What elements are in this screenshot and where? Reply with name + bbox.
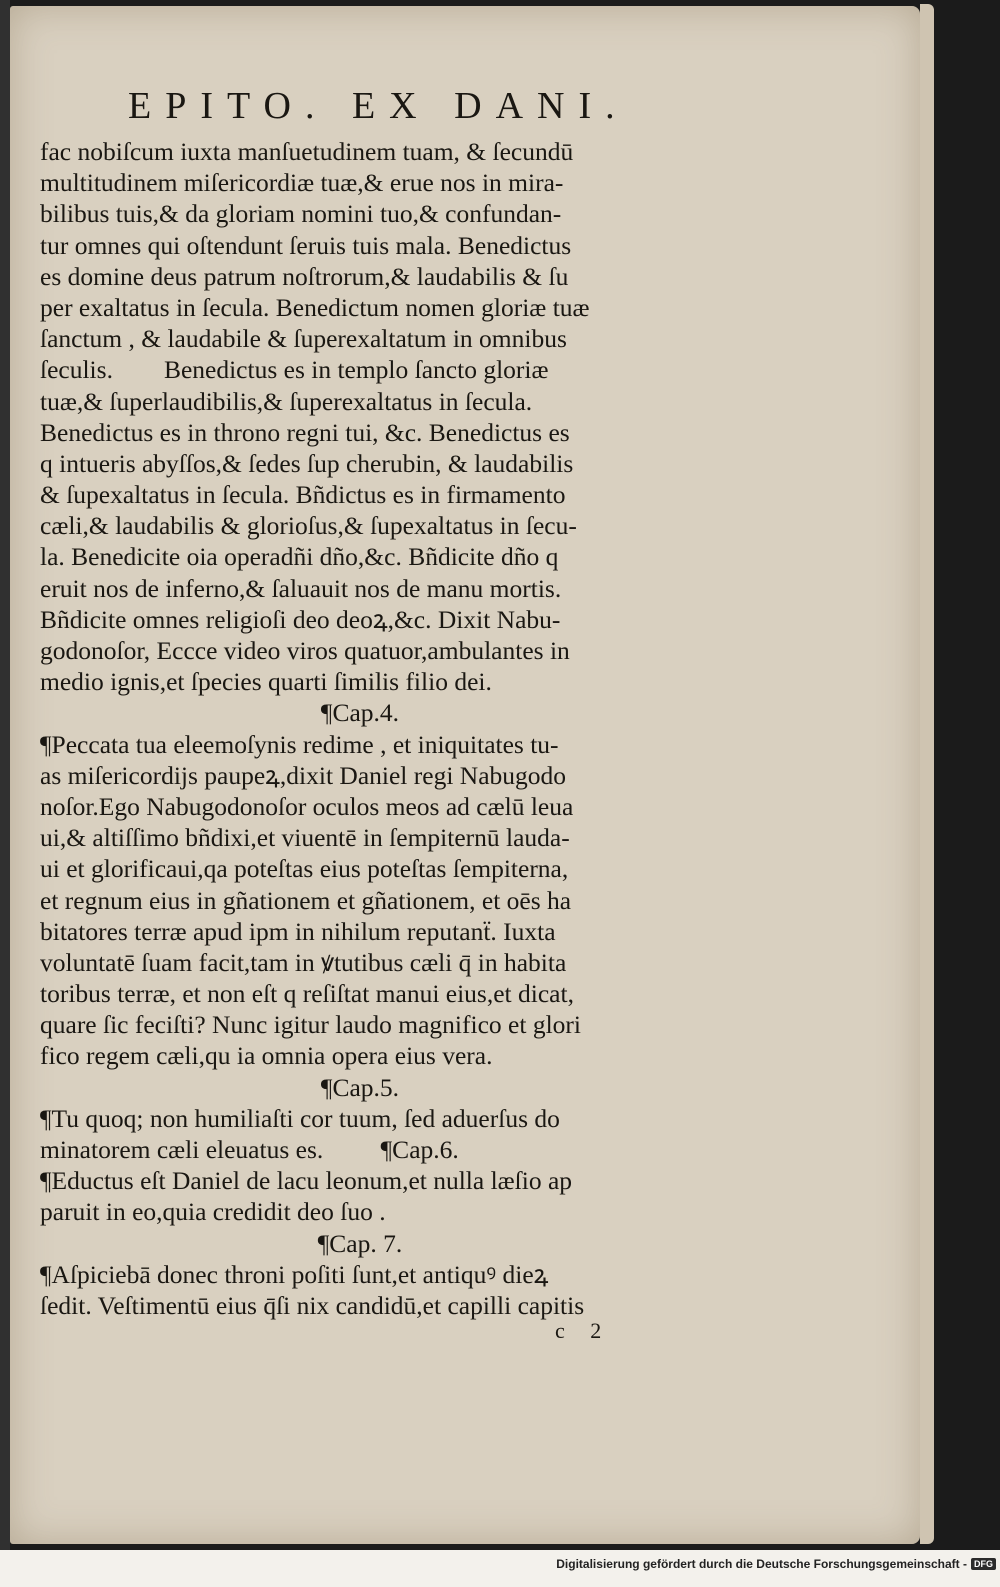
text-line: toribus terræ, et non eſt q reſiſtat manui eius,et dicat, bbox=[40, 979, 574, 1009]
text-line: ¶Peccata tua eleemoſynis redime , et iniquitates tu- bbox=[40, 729, 559, 759]
footer-text: Digitalisierung gefördert durch die Deutsche Forschungsgemeinschaft - bbox=[556, 1557, 967, 1571]
text-line: q intueris abyſſos,& ſedes ſup cherubin, & laudabilis bbox=[40, 448, 574, 478]
text-line: tuæ,& ſuperlaudibilis,& ſuperexaltatus in ſecula. bbox=[40, 386, 533, 416]
text-line: cæli,& laudabilis & glorioſus,& ſupexaltatus in ſecu- bbox=[40, 511, 577, 541]
text-line: minatorem cæli eleuatus es. ¶Cap.6. bbox=[40, 1135, 459, 1164]
text-line: bitatores terræ apud ipm in nihilum reputanẗ. Iuxta bbox=[40, 916, 556, 946]
page-edge bbox=[920, 4, 934, 1544]
text-line: es domine deus patrum noſtrorum,& laudabilis & ſu bbox=[40, 261, 569, 291]
text-line: medio ignis,et ſpecies quarti ſimilis filio dei. bbox=[40, 667, 492, 697]
text-line: tur omnes qui oſtendunt ſeruis tuis mala. Benedictus bbox=[40, 230, 572, 260]
text-line: ¶Aſpiciebā donec throni poſiti ſunt,et antiquꝰ dieꝝ bbox=[40, 1259, 549, 1289]
text-line: bilibus tuis,& da gloriam nomini tuo,& confundan- bbox=[40, 199, 562, 229]
text-line: as miſericordijs paupeꝝ,dixit Daniel regi Nabugodo bbox=[40, 760, 567, 790]
text-line: ¶Tu quoq; non humiliaſti cor tuum, ſed aduerſus do bbox=[40, 1103, 560, 1133]
text-line: ſanctum , & laudabile & ſuperexaltatum in omnibus bbox=[40, 324, 567, 354]
chapter-heading: ¶Cap. 7. bbox=[317, 1228, 403, 1258]
page bbox=[10, 6, 920, 1544]
text-line: fac nobiſcum iuxta manſuetudinem tuam, & ſecundū bbox=[40, 137, 574, 166]
text-line: eruit nos de inferno,& ſaluauit nos de manu mortis. bbox=[40, 573, 562, 603]
text-line: ſedit. Veſtimentū eius q̄ſi nix candidū,et capilli capitis bbox=[40, 1290, 585, 1320]
body-text bbox=[40, 136, 720, 1321]
chapter-heading: ¶Cap.4. bbox=[320, 698, 400, 728]
text-line: & ſupexaltatus in ſecula. Bñdictus es in firmamento bbox=[40, 480, 566, 510]
signature-mark: c 2 bbox=[555, 1318, 612, 1343]
binding-edge bbox=[0, 0, 10, 1550]
text-line: Benedictus es in throno regni tui, &c. Benedictus es bbox=[40, 417, 570, 447]
footer-credit bbox=[556, 1552, 996, 1576]
text-line: fico regem cæli,qu ia omnia opera eius vera. bbox=[40, 1041, 493, 1071]
text-line: et regnum eius in gñationem et gñationem, et oēs ha bbox=[40, 885, 572, 915]
dfg-logo-icon: DFG bbox=[971, 1558, 996, 1570]
text-line: per exaltatus in ſecula. Benedictum nomen gloriæ tuæ bbox=[40, 292, 590, 322]
text-line: ſeculis. Benedictus es in templo ſancto gloriæ bbox=[40, 355, 549, 385]
text-line: ui et glorificaui,qa poteſtas eius poteſtas ſempiterna, bbox=[40, 854, 569, 884]
text-line: paruit in eo,quia credidit deo ſuo . bbox=[40, 1197, 386, 1227]
text-line: ui,& altiſſimo bñdixi,et viuentē in ſempiternū lauda- bbox=[40, 823, 570, 853]
text-line: quare ſic feciſti? Nunc igitur laudo magnifico et glori bbox=[40, 1010, 581, 1040]
text-line: la. Benedicite oia operadñi dño,&c. Bñdicite dño q bbox=[40, 542, 559, 572]
text-line: noſor.Ego Nabugodonoſor oculos meos ad cælū leua bbox=[40, 791, 574, 821]
text-line: voluntatē ſuam facit,tam in ꝟtutibus cæli q̄ in habita bbox=[40, 947, 567, 977]
text-line: godonoſor, Eccce video viros quatuor,ambulantes in bbox=[40, 636, 570, 665]
text-line: ¶Eductus eſt Daniel de lacu leonum,et nulla læſio ap bbox=[40, 1166, 573, 1196]
text-line: multitudinem miſericordiæ tuæ,& erue nos in mira- bbox=[40, 168, 564, 198]
text-line: Bñdicite omnes religioſi deo deoꝝ,&c. Dixit Nabu- bbox=[40, 604, 561, 634]
running-header: EPITO. EX DANI. bbox=[128, 85, 629, 127]
chapter-heading: ¶Cap.5. bbox=[320, 1072, 400, 1102]
